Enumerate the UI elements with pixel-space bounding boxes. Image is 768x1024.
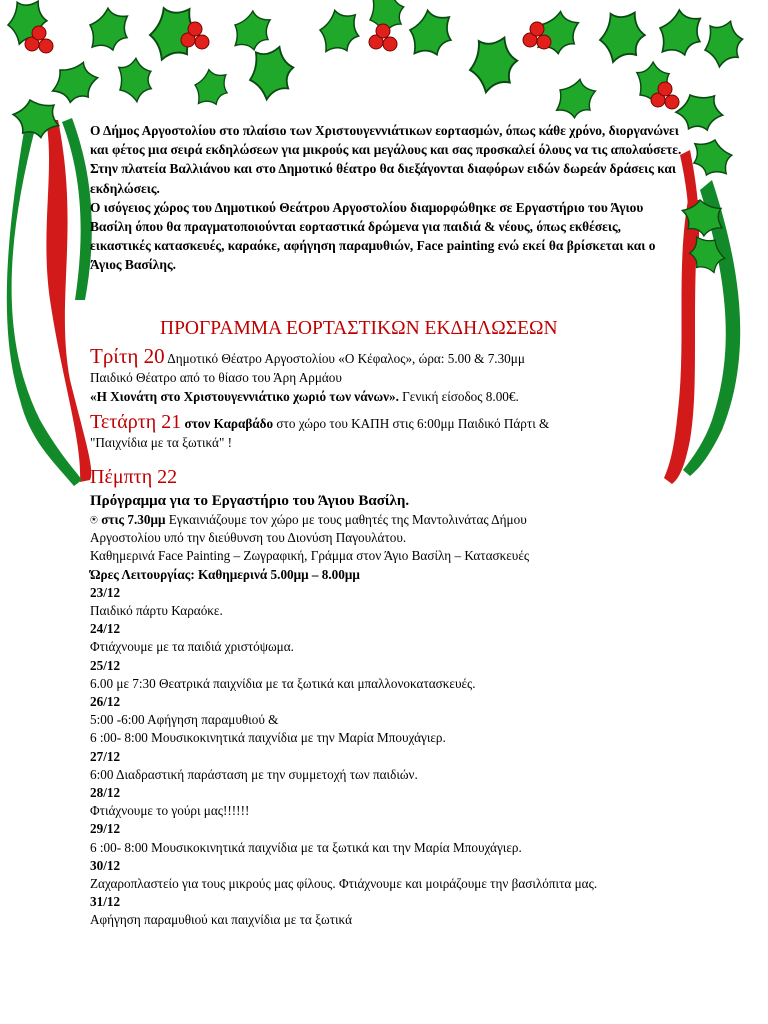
schedule-item bbox=[90, 693, 690, 748]
event-location: στον Καραβάδο bbox=[181, 416, 274, 431]
workshop-title: Πρόγραμμα για το Εργαστήριο του Άγιου Βασίλη. bbox=[90, 493, 410, 509]
intro-paragraph: Στην πλατεία Βαλλιάνου και στο Δημοτικό θέατρο θα διεξάγονται διαφόρων ειδών δωρεάν δράσεις και εκδηλώσεις. bbox=[90, 161, 676, 196]
star-bullet-icon: ⍟ bbox=[90, 512, 98, 527]
event-day: Τετάρτη 21 bbox=[90, 411, 182, 433]
schedule-date: 23/12 bbox=[90, 584, 121, 600]
event-text: "Παιχνίδια με τα ξωτικά" ! bbox=[90, 435, 233, 450]
schedule-text: 5:00 -6:00 Αφήγηση παραμυθιού & bbox=[90, 712, 279, 728]
workshop-line: Εγκαινιάζουμε τον χώρο με τους μαθητές της Μαντολινάτας Δήμου bbox=[165, 512, 527, 527]
workshop-time: στις 7.30μμ bbox=[97, 512, 166, 527]
schedule-date: 29/12 bbox=[90, 821, 121, 837]
schedule-item bbox=[90, 784, 690, 820]
schedule-text: 6 :00- 8:00 Μουσικοκινητικά παιχνίδια με τα ξωτικά και την Μαρία Μπουχάγιερ. bbox=[90, 839, 522, 855]
schedule-item bbox=[90, 584, 690, 620]
workshop-line: Αργοστολίου υπό την διεύθυνση του Διονύση Παγουλάτου. bbox=[90, 530, 407, 546]
intro-text bbox=[90, 121, 685, 275]
event-text: Παιδικό Θέατρο από το θίασο του Άρη Αρμάου bbox=[90, 370, 342, 385]
intro-paragraph: Ο ισόγειος χώρος του Δημοτικού Θεάτρου Αργοστολίου διαμορφώθηκε σε Εργαστήριο του Άγιου Βασίλη όπου θα πραγματοποιούνται εορταστικά δρώμενα για παιδιά & νέους, όπως εκθέσεις, εικαστικές κατασκευές, καραόκε, αφήγηση παραμυθιών, Face painting ενώ εκεί θα βρίσκεται και ο Άγιος Βασίλης. bbox=[90, 199, 656, 273]
schedule-date: 30/12 bbox=[90, 857, 121, 873]
schedule-date: 26/12 bbox=[90, 694, 121, 710]
event-wednesday bbox=[90, 413, 690, 452]
schedule-item bbox=[90, 857, 690, 893]
left-ribbon bbox=[7, 108, 92, 486]
event-day: Πέμπτη 22 bbox=[90, 466, 178, 488]
schedule-item bbox=[90, 620, 690, 656]
hours-value: Καθημερινά 5.00μμ – 8.00μμ bbox=[194, 566, 360, 582]
schedule-text: Αφήγηση παραμυθιού και παιχνίδια με τα ξωτικά bbox=[90, 912, 352, 928]
event-text: στο χώρο του ΚΑΠΗ στις 6:00μμ Παιδικό Πάρτι & bbox=[273, 416, 550, 431]
intro-paragraph: Ο Δήμος Αργοστολίου στο πλαίσιο των Χριστουγεννιάτικων εορτασμών, όπως κάθε χρόνο, διοργανώνει και φέτος μια σειρά εκδηλώσεων για μικρούς και μεγάλους και σας προσκαλεί όλους να τις απολαύσετε. bbox=[90, 123, 682, 158]
schedule-item bbox=[90, 820, 690, 856]
event-text: Δημοτικό Θέατρο Αργοστολίου «Ο Κέφαλος», ώρα: 5.00 & 7.30μμ bbox=[164, 351, 525, 366]
schedule-date: 28/12 bbox=[90, 785, 121, 801]
schedule-item bbox=[90, 748, 690, 784]
schedule-text: 6.00 με 7:30 Θεατρικά παιχνίδια με τα ξωτικά και μπαλλονοκατασκευές. bbox=[90, 675, 476, 691]
schedule-text: 6 :00- 8:00 Μουσικοκινητικά παιχνίδια με την Μαρία Μπουχάγιερ. bbox=[90, 730, 446, 746]
schedule-text: Φτιάχνουμε το γούρι μας!!!!!! bbox=[90, 803, 250, 819]
schedule-date: 25/12 bbox=[90, 657, 121, 673]
event-tuesday bbox=[90, 344, 690, 406]
schedule-text: Φτιάχνουμε με τα παιδιά χριστόψωμα. bbox=[90, 639, 294, 655]
schedule-text: 6:00 Διαδραστική παράσταση με την συμμετοχή των παιδιών. bbox=[90, 766, 418, 782]
schedule-date: 31/12 bbox=[90, 894, 121, 910]
schedule-list bbox=[90, 584, 690, 930]
schedule-item bbox=[90, 657, 690, 693]
workshop-section bbox=[90, 491, 690, 930]
program-title: ΠΡΟΓΡΑΜΜΑ ΕΟΡΤΑΣΤΙΚΩΝ ΕΚΔΗΛΩΣΕΩΝ bbox=[160, 318, 558, 339]
event-text: Γενική είσοδος 8.00€. bbox=[398, 389, 519, 404]
event-play-title: «Η Χιονάτη στο Χριστουγεννιάτικο χωριό των νάνων». bbox=[90, 389, 399, 404]
hours-label: Ώρες Λειτουργίας: bbox=[90, 566, 195, 582]
workshop-line: Καθημερινά Face Painting – Ζωγραφική, Γράμμα στον Άγιο Βασίλη – Κατασκευές bbox=[90, 548, 530, 564]
event-day: Τρίτη 20 bbox=[90, 344, 165, 368]
schedule-date: 24/12 bbox=[90, 621, 121, 637]
event-thursday bbox=[90, 468, 690, 488]
schedule-item bbox=[90, 893, 690, 929]
schedule-text: Παιδικό πάρτυ Καραόκε. bbox=[90, 603, 223, 619]
schedule-text: Ζαχαροπλαστείο για τους μικρούς μας φίλους. Φτιάχνουμε και μοιράζουμε την βασιλόπιτα μας. bbox=[90, 876, 598, 892]
schedule-date: 27/12 bbox=[90, 748, 121, 764]
